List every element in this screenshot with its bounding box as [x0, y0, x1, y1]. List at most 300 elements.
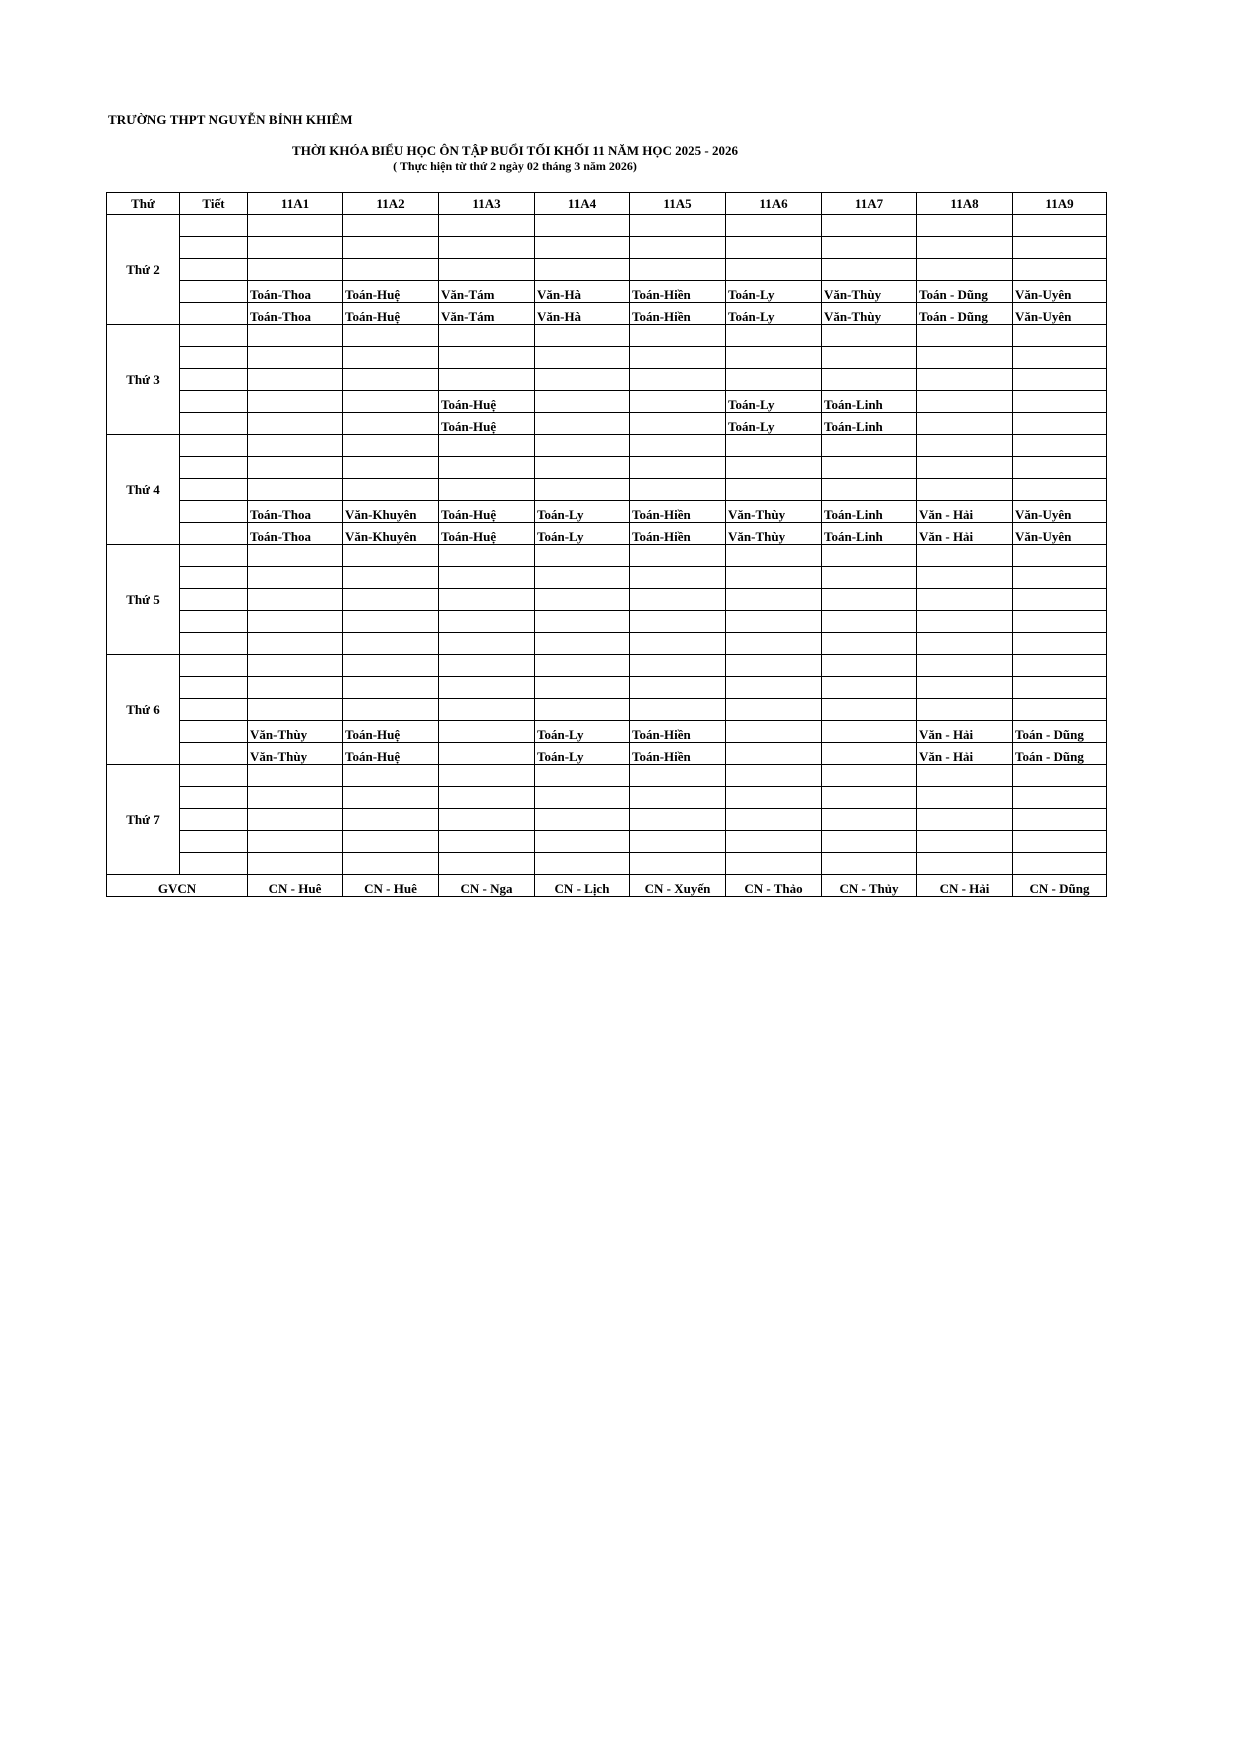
schedule-cell: [822, 787, 917, 809]
schedule-cell: Toán-Huệ: [439, 413, 535, 435]
schedule-cell: [439, 721, 535, 743]
schedule-cell: [343, 809, 439, 831]
schedule-cell: [343, 611, 439, 633]
schedule-cell: [343, 347, 439, 369]
period-cell: [180, 281, 248, 303]
schedule-cell: Toán-Linh: [822, 501, 917, 523]
schedule-cell: [630, 633, 726, 655]
schedule-cell: [630, 369, 726, 391]
schedule-cell: [630, 853, 726, 875]
schedule-cell: [439, 831, 535, 853]
period-cell: [180, 677, 248, 699]
schedule-cell: [630, 259, 726, 281]
table-row: [107, 435, 1107, 457]
schedule-cell: [439, 237, 535, 259]
schedule-cell: [1013, 237, 1107, 259]
schedule-cell: [343, 215, 439, 237]
schedule-cell: [343, 677, 439, 699]
schedule-cell: [343, 853, 439, 875]
table-row: [107, 765, 1107, 787]
period-cell: [180, 765, 248, 787]
schedule-cell: [822, 589, 917, 611]
schedule-cell: [439, 765, 535, 787]
schedule-cell: Toán-Thoa: [248, 523, 343, 545]
schedule-cell: Toán-Huệ: [343, 281, 439, 303]
schedule-cell: Văn-Hà: [535, 281, 630, 303]
schedule-cell: [439, 853, 535, 875]
schedule-cell: [726, 457, 822, 479]
schedule-cell: Văn-Uyên: [1013, 281, 1107, 303]
schedule-cell: [439, 633, 535, 655]
schedule-cell: [535, 435, 630, 457]
schedule-cell: [917, 215, 1013, 237]
period-cell: [180, 721, 248, 743]
schedule-cell: Văn - Hải: [917, 523, 1013, 545]
schedule-cell: Văn-Hà: [535, 303, 630, 325]
gvcn-11a4: CN - Lịch: [535, 875, 630, 897]
schedule-cell: [439, 655, 535, 677]
schedule-cell: [630, 787, 726, 809]
schedule-cell: [917, 435, 1013, 457]
schedule-cell: Văn - Hải: [917, 501, 1013, 523]
schedule-cell: [726, 699, 822, 721]
period-cell: [180, 567, 248, 589]
schedule-cell: Văn-Khuyên: [343, 523, 439, 545]
schedule-cell: [343, 369, 439, 391]
table-row: [107, 853, 1107, 875]
schedule-cell: [343, 457, 439, 479]
day-label: Thứ 7: [107, 765, 180, 875]
gvcn-11a1: CN - Huê: [248, 875, 343, 897]
schedule-cell: [726, 655, 822, 677]
schedule-cell: Văn-Thùy: [248, 743, 343, 765]
schedule-cell: [917, 809, 1013, 831]
col-header-11a5: 11A5: [630, 193, 726, 215]
schedule-cell: Toán - Dũng: [917, 281, 1013, 303]
schedule-cell: [535, 479, 630, 501]
schedule-cell: [917, 325, 1013, 347]
schedule-cell: [822, 831, 917, 853]
table-row: [107, 589, 1107, 611]
schedule-cell: [822, 809, 917, 831]
schedule-cell: [917, 831, 1013, 853]
period-cell: [180, 501, 248, 523]
period-cell: [180, 325, 248, 347]
schedule-cell: [726, 677, 822, 699]
period-cell: [180, 831, 248, 853]
period-cell: [180, 545, 248, 567]
schedule-cell: [248, 457, 343, 479]
table-row: [107, 633, 1107, 655]
schedule-cell: [630, 325, 726, 347]
schedule-cell: [248, 809, 343, 831]
table-row: [107, 369, 1107, 391]
schedule-cell: Toán-Thoa: [248, 303, 343, 325]
schedule-cell: [343, 765, 439, 787]
schedule-cell: [630, 545, 726, 567]
col-header-11a4: 11A4: [535, 193, 630, 215]
schedule-cell: [726, 787, 822, 809]
schedule-cell: Văn-Thùy: [822, 281, 917, 303]
schedule-cell: [439, 347, 535, 369]
table-row: [107, 743, 1107, 765]
schedule-cell: [726, 259, 822, 281]
table-row: [107, 523, 1107, 545]
schedule-cell: Toán-Hiền: [630, 743, 726, 765]
schedule-cell: [343, 787, 439, 809]
schedule-cell: [917, 611, 1013, 633]
schedule-cell: [248, 831, 343, 853]
schedule-cell: [726, 325, 822, 347]
schedule-cell: [1013, 699, 1107, 721]
schedule-cell: Văn-Uyên: [1013, 303, 1107, 325]
schedule-cell: [822, 435, 917, 457]
schedule-cell: [726, 809, 822, 831]
schedule-cell: [726, 369, 822, 391]
schedule-cell: [439, 479, 535, 501]
schedule-cell: [1013, 457, 1107, 479]
schedule-cell: [535, 259, 630, 281]
col-header-11a2: 11A2: [343, 193, 439, 215]
school-name: TRƯỜNG THPT NGUYỄN BỈNH KHIÊM: [108, 112, 353, 127]
schedule-cell: [343, 391, 439, 413]
schedule-cell: [917, 413, 1013, 435]
schedule-cell: [917, 545, 1013, 567]
schedule-cell: [439, 215, 535, 237]
period-cell: [180, 589, 248, 611]
schedule-cell: Toán-Hiền: [630, 523, 726, 545]
schedule-cell: Toán-Ly: [535, 501, 630, 523]
schedule-cell: Toán-Huệ: [343, 743, 439, 765]
schedule-cell: [822, 677, 917, 699]
day-label: Thứ 2: [107, 215, 180, 325]
schedule-cell: [439, 567, 535, 589]
schedule-cell: [1013, 853, 1107, 875]
period-cell: [180, 743, 248, 765]
schedule-cell: [1013, 787, 1107, 809]
period-cell: [180, 699, 248, 721]
schedule-cell: [630, 237, 726, 259]
schedule-cell: [343, 831, 439, 853]
schedule-cell: [630, 699, 726, 721]
schedule-cell: [535, 237, 630, 259]
schedule-cell: [917, 369, 1013, 391]
schedule-cell: Toán-Hiền: [630, 721, 726, 743]
schedule-cell: [1013, 391, 1107, 413]
col-header-11a6: 11A6: [726, 193, 822, 215]
schedule-cell: Toán-Huệ: [343, 303, 439, 325]
table-row: [107, 611, 1107, 633]
schedule-cell: [535, 391, 630, 413]
schedule-cell: Văn-Thùy: [726, 523, 822, 545]
schedule-cell: [726, 589, 822, 611]
schedule-cell: [248, 655, 343, 677]
schedule-cell: Văn - Hải: [917, 743, 1013, 765]
schedule-cell: [343, 545, 439, 567]
schedule-cell: [1013, 325, 1107, 347]
schedule-cell: [535, 655, 630, 677]
schedule-cell: [917, 479, 1013, 501]
schedule-cell: Văn-Thùy: [248, 721, 343, 743]
schedule-cell: [248, 545, 343, 567]
col-header-day: Thứ: [107, 193, 180, 215]
period-cell: [180, 391, 248, 413]
schedule-cell: [535, 787, 630, 809]
schedule-cell: [535, 853, 630, 875]
schedule-cell: [630, 809, 726, 831]
col-header-11a3: 11A3: [439, 193, 535, 215]
schedule-cell: [439, 611, 535, 633]
gvcn-11a5: CN - Xuyến: [630, 875, 726, 897]
schedule-cell: [439, 787, 535, 809]
schedule-cell: Toán-Thoa: [248, 281, 343, 303]
period-cell: [180, 435, 248, 457]
schedule-cell: [726, 743, 822, 765]
schedule-cell: [630, 435, 726, 457]
schedule-cell: Toán-Ly: [535, 743, 630, 765]
gvcn-11a8: CN - Hải: [917, 875, 1013, 897]
schedule-cell: [1013, 435, 1107, 457]
schedule-cell: [535, 545, 630, 567]
table-row: [107, 303, 1107, 325]
schedule-cell: [535, 369, 630, 391]
timetable-body: [107, 215, 1107, 875]
period-cell: [180, 413, 248, 435]
schedule-cell: [822, 347, 917, 369]
day-label: Thứ 5: [107, 545, 180, 655]
schedule-cell: [1013, 809, 1107, 831]
schedule-cell: [343, 699, 439, 721]
schedule-cell: Toán-Thoa: [248, 501, 343, 523]
schedule-cell: [917, 633, 1013, 655]
schedule-cell: Văn-Uyên: [1013, 523, 1107, 545]
schedule-cell: [343, 633, 439, 655]
schedule-cell: [248, 325, 343, 347]
schedule-cell: [630, 457, 726, 479]
schedule-cell: [1013, 347, 1107, 369]
schedule-cell: [343, 413, 439, 435]
schedule-cell: Toán-Ly: [726, 413, 822, 435]
schedule-cell: [917, 787, 1013, 809]
schedule-cell: [535, 567, 630, 589]
schedule-cell: [343, 237, 439, 259]
schedule-cell: [917, 567, 1013, 589]
schedule-cell: [822, 611, 917, 633]
schedule-cell: [439, 325, 535, 347]
schedule-cell: [248, 589, 343, 611]
schedule-cell: [535, 413, 630, 435]
gvcn-11a9: CN - Dũng: [1013, 875, 1107, 897]
schedule-cell: [248, 765, 343, 787]
schedule-cell: [1013, 655, 1107, 677]
schedule-cell: [1013, 765, 1107, 787]
schedule-cell: [248, 677, 343, 699]
schedule-cell: [248, 633, 343, 655]
schedule-cell: [1013, 589, 1107, 611]
schedule-cell: [726, 237, 822, 259]
gvcn-11a3: CN - Nga: [439, 875, 535, 897]
schedule-cell: [822, 215, 917, 237]
schedule-cell: [535, 611, 630, 633]
schedule-cell: [1013, 831, 1107, 853]
schedule-cell: [630, 347, 726, 369]
schedule-cell: [917, 765, 1013, 787]
schedule-cell: [439, 589, 535, 611]
period-cell: [180, 215, 248, 237]
table-row: [107, 237, 1107, 259]
schedule-cell: [248, 369, 343, 391]
schedule-cell: [248, 259, 343, 281]
table-row: [107, 501, 1107, 523]
schedule-cell: Toán-Huệ: [439, 523, 535, 545]
period-cell: [180, 523, 248, 545]
schedule-cell: [822, 567, 917, 589]
schedule-cell: [535, 457, 630, 479]
schedule-cell: [630, 413, 726, 435]
schedule-cell: [1013, 633, 1107, 655]
schedule-cell: [630, 831, 726, 853]
schedule-cell: [343, 325, 439, 347]
schedule-cell: [726, 721, 822, 743]
gvcn-11a6: CN - Thảo: [726, 875, 822, 897]
schedule-cell: [343, 435, 439, 457]
period-cell: [180, 347, 248, 369]
schedule-cell: [822, 545, 917, 567]
schedule-cell: Toán-Linh: [822, 391, 917, 413]
schedule-cell: Văn-Khuyên: [343, 501, 439, 523]
schedule-cell: [248, 479, 343, 501]
schedule-cell: [1013, 413, 1107, 435]
schedule-cell: [822, 259, 917, 281]
schedule-cell: [822, 655, 917, 677]
schedule-cell: [439, 743, 535, 765]
schedule-cell: [822, 853, 917, 875]
col-header-11a7: 11A7: [822, 193, 917, 215]
schedule-cell: [248, 435, 343, 457]
schedule-cell: [630, 589, 726, 611]
schedule-cell: [822, 325, 917, 347]
schedule-cell: [439, 699, 535, 721]
table-row: [107, 655, 1107, 677]
schedule-cell: [248, 215, 343, 237]
schedule-cell: [439, 457, 535, 479]
table-row: [107, 457, 1107, 479]
schedule-cell: [1013, 611, 1107, 633]
table-row: [107, 677, 1107, 699]
table-row: [107, 831, 1107, 853]
period-cell: [180, 655, 248, 677]
schedule-cell: [535, 765, 630, 787]
period-cell: [180, 809, 248, 831]
schedule-cell: Toán-Huệ: [343, 721, 439, 743]
table-row: [107, 215, 1107, 237]
schedule-cell: [535, 809, 630, 831]
col-header-11a8: 11A8: [917, 193, 1013, 215]
period-cell: [180, 479, 248, 501]
schedule-cell: [822, 765, 917, 787]
schedule-cell: [248, 787, 343, 809]
table-row: [107, 809, 1107, 831]
table-row: [107, 281, 1107, 303]
col-header-period: Tiết: [180, 193, 248, 215]
schedule-cell: [248, 567, 343, 589]
schedule-cell: [726, 831, 822, 853]
period-cell: [180, 303, 248, 325]
schedule-cell: [822, 369, 917, 391]
day-label: Thứ 3: [107, 325, 180, 435]
schedule-cell: [439, 677, 535, 699]
schedule-cell: Toán-Ly: [726, 303, 822, 325]
schedule-cell: [917, 391, 1013, 413]
schedule-cell: [535, 831, 630, 853]
schedule-cell: [822, 457, 917, 479]
gvcn-11a2: CN - Huê: [343, 875, 439, 897]
schedule-cell: [343, 479, 439, 501]
timetable: [106, 192, 1107, 897]
table-row: [107, 391, 1107, 413]
period-cell: [180, 369, 248, 391]
schedule-cell: [1013, 369, 1107, 391]
table-row: [107, 545, 1107, 567]
schedule-cell: Văn - Hải: [917, 721, 1013, 743]
schedule-cell: [630, 677, 726, 699]
schedule-cell: [439, 259, 535, 281]
gvcn-row: [107, 875, 1107, 897]
period-cell: [180, 787, 248, 809]
schedule-cell: [343, 259, 439, 281]
schedule-cell: Toán-Hiền: [630, 281, 726, 303]
schedule-cell: [1013, 479, 1107, 501]
schedule-cell: [726, 479, 822, 501]
schedule-cell: [248, 413, 343, 435]
gvcn-11a7: CN - Thủy: [822, 875, 917, 897]
schedule-cell: [630, 655, 726, 677]
schedule-cell: [535, 677, 630, 699]
schedule-cell: [1013, 259, 1107, 281]
schedule-cell: Toán-Hiền: [630, 501, 726, 523]
schedule-cell: [726, 347, 822, 369]
schedule-cell: Toán-Ly: [726, 281, 822, 303]
schedule-cell: [535, 699, 630, 721]
schedule-cell: [248, 347, 343, 369]
schedule-cell: [439, 435, 535, 457]
period-cell: [180, 259, 248, 281]
schedule-cell: [917, 237, 1013, 259]
schedule-cell: [822, 633, 917, 655]
schedule-cell: [917, 347, 1013, 369]
period-cell: [180, 457, 248, 479]
schedule-cell: [630, 391, 726, 413]
schedule-cell: Toán-Huệ: [439, 391, 535, 413]
gvcn-label: GVCN: [107, 875, 248, 897]
col-header-11a1: 11A1: [248, 193, 343, 215]
table-row: [107, 787, 1107, 809]
schedule-cell: [917, 699, 1013, 721]
schedule-cell: [726, 633, 822, 655]
schedule-cell: [726, 435, 822, 457]
schedule-cell: Văn-Thùy: [726, 501, 822, 523]
schedule-cell: [726, 215, 822, 237]
schedule-cell: [343, 589, 439, 611]
schedule-cell: Văn-Uyên: [1013, 501, 1107, 523]
table-row: [107, 721, 1107, 743]
schedule-cell: [726, 567, 822, 589]
schedule-cell: [248, 391, 343, 413]
header-row: [107, 193, 1107, 215]
schedule-cell: [822, 237, 917, 259]
schedule-cell: [1013, 545, 1107, 567]
col-header-11a9: 11A9: [1013, 193, 1107, 215]
